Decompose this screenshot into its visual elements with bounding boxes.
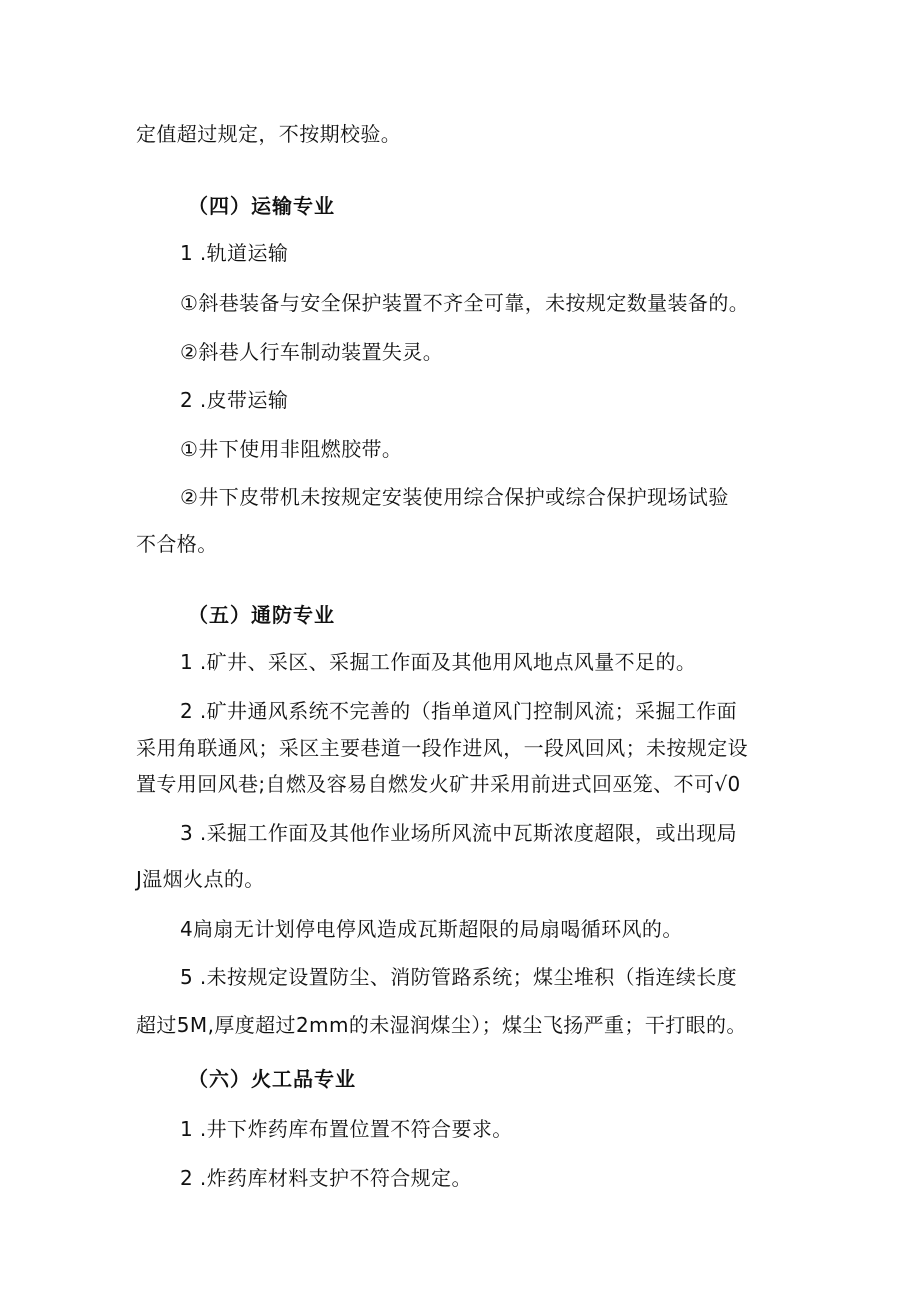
list-item: ②井下皮带机未按规定安装使用综合保护或综合保护现场试验 [180,485,729,509]
subheading-belt-transport: 2 .皮带运输 [180,388,289,412]
list-item: ①斜巷装备与安全保护装置不齐全可靠，未按规定数量装备的。 [180,291,750,315]
list-item: ②斜巷人行车制动装置失灵。 [180,340,444,364]
section-heading-explosives: （六）火工品专业 [188,1067,356,1091]
paragraph-text: J温烟火点的。 [136,867,265,891]
paragraph-text: 定值超过规定，不按期校验。 [136,122,402,146]
paragraph-text: 不合格。 [136,532,218,556]
subheading-rail-transport: 1 .轨道运输 [180,241,289,265]
list-item: 1 .矿井、采区、采掘工作面及其他用风地点风量不足的。 [180,650,697,674]
paragraph-text: 采用角联通风；采区主要巷道一段作进风，一段风回风；未按规定设 [136,736,748,760]
list-item: 3 .采掘工作面及其他作业场所风流中瓦斯浓度超限，或出现局 [180,821,738,845]
section-heading-ventilation: （五）通防专业 [188,603,335,627]
list-item: 4扃扇无计划停电停风造成瓦斯超限的局扇喝循环风的。 [180,917,683,941]
paragraph-text: 超过5M,厚度超过2mm的未湿润煤尘）；煤尘飞扬严重；干打眼的。 [136,1013,747,1037]
list-item: 1 .井下炸药库布置位置不符合要求。 [180,1117,513,1141]
section-heading-transport: （四）运输专业 [188,194,335,218]
list-item: 2 .矿井通风系统不完善的（指单道风门控制风流；采掘工作面 [180,699,738,723]
list-item: 2 .炸药库材料支护不符合规定。 [180,1166,472,1190]
list-item: ①井下使用非阻燃胶带。 [180,437,403,461]
list-item: 5 .未按规定设置防尘、消防管路系统；煤尘堆积（指连续长度 [180,965,738,989]
paragraph-text: 置专用回风巷;自燃及容易自燃发火矿井采用前进式回巫笼、不可√0 [136,772,741,796]
